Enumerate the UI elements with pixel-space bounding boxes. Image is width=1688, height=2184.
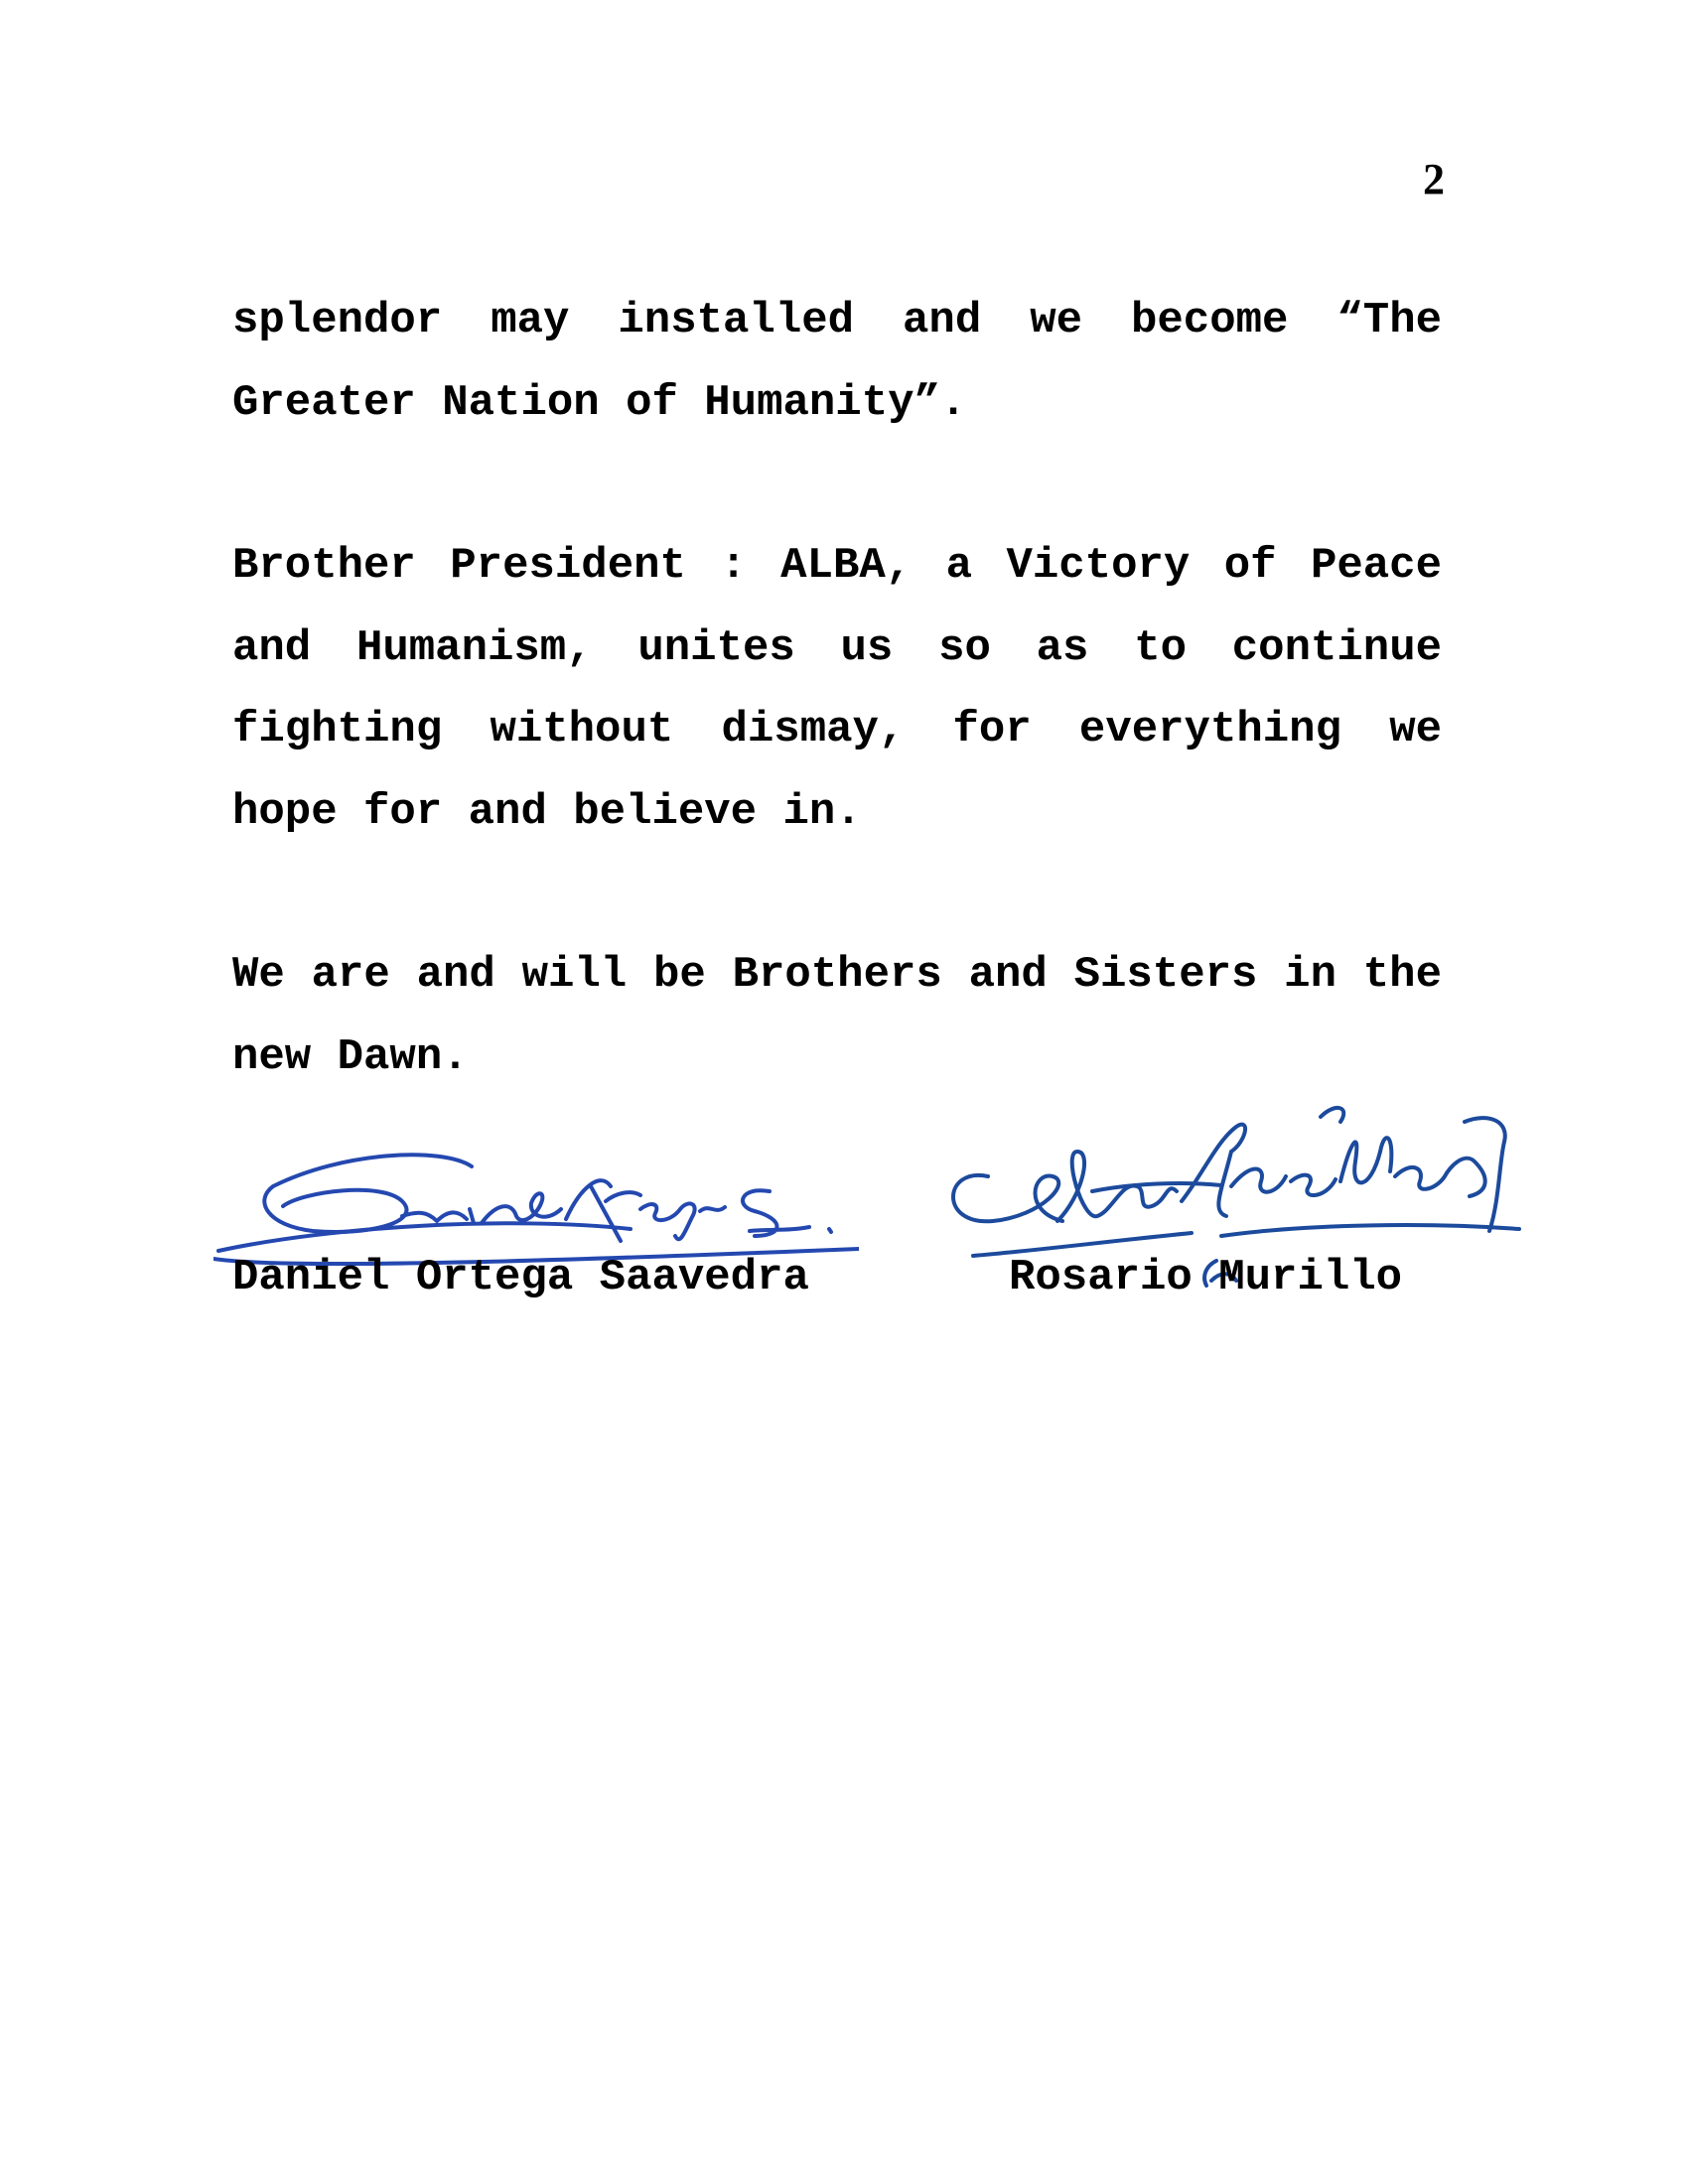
signature-ortega <box>213 1132 859 1271</box>
paragraph-3: We are and will be Brothers and Sisters in the new Dawn. <box>232 950 1442 1082</box>
signatory-name-right: Rosario Murillo <box>1009 1253 1403 1302</box>
page-number: 2 <box>1423 155 1445 204</box>
paragraph-2: Brother President : ALBA, a Victory of Peace and Humanism, unites us so as to continue fighting without dismay, for everything we hope for and believe in. <box>232 541 1442 837</box>
letter-body <box>232 280 1442 1098</box>
paragraph-1: splendor may installed and we become “The Greater Nation of Humanity”. <box>232 296 1442 428</box>
signatory-name-left: Daniel Ortega Saavedra <box>232 1253 809 1302</box>
